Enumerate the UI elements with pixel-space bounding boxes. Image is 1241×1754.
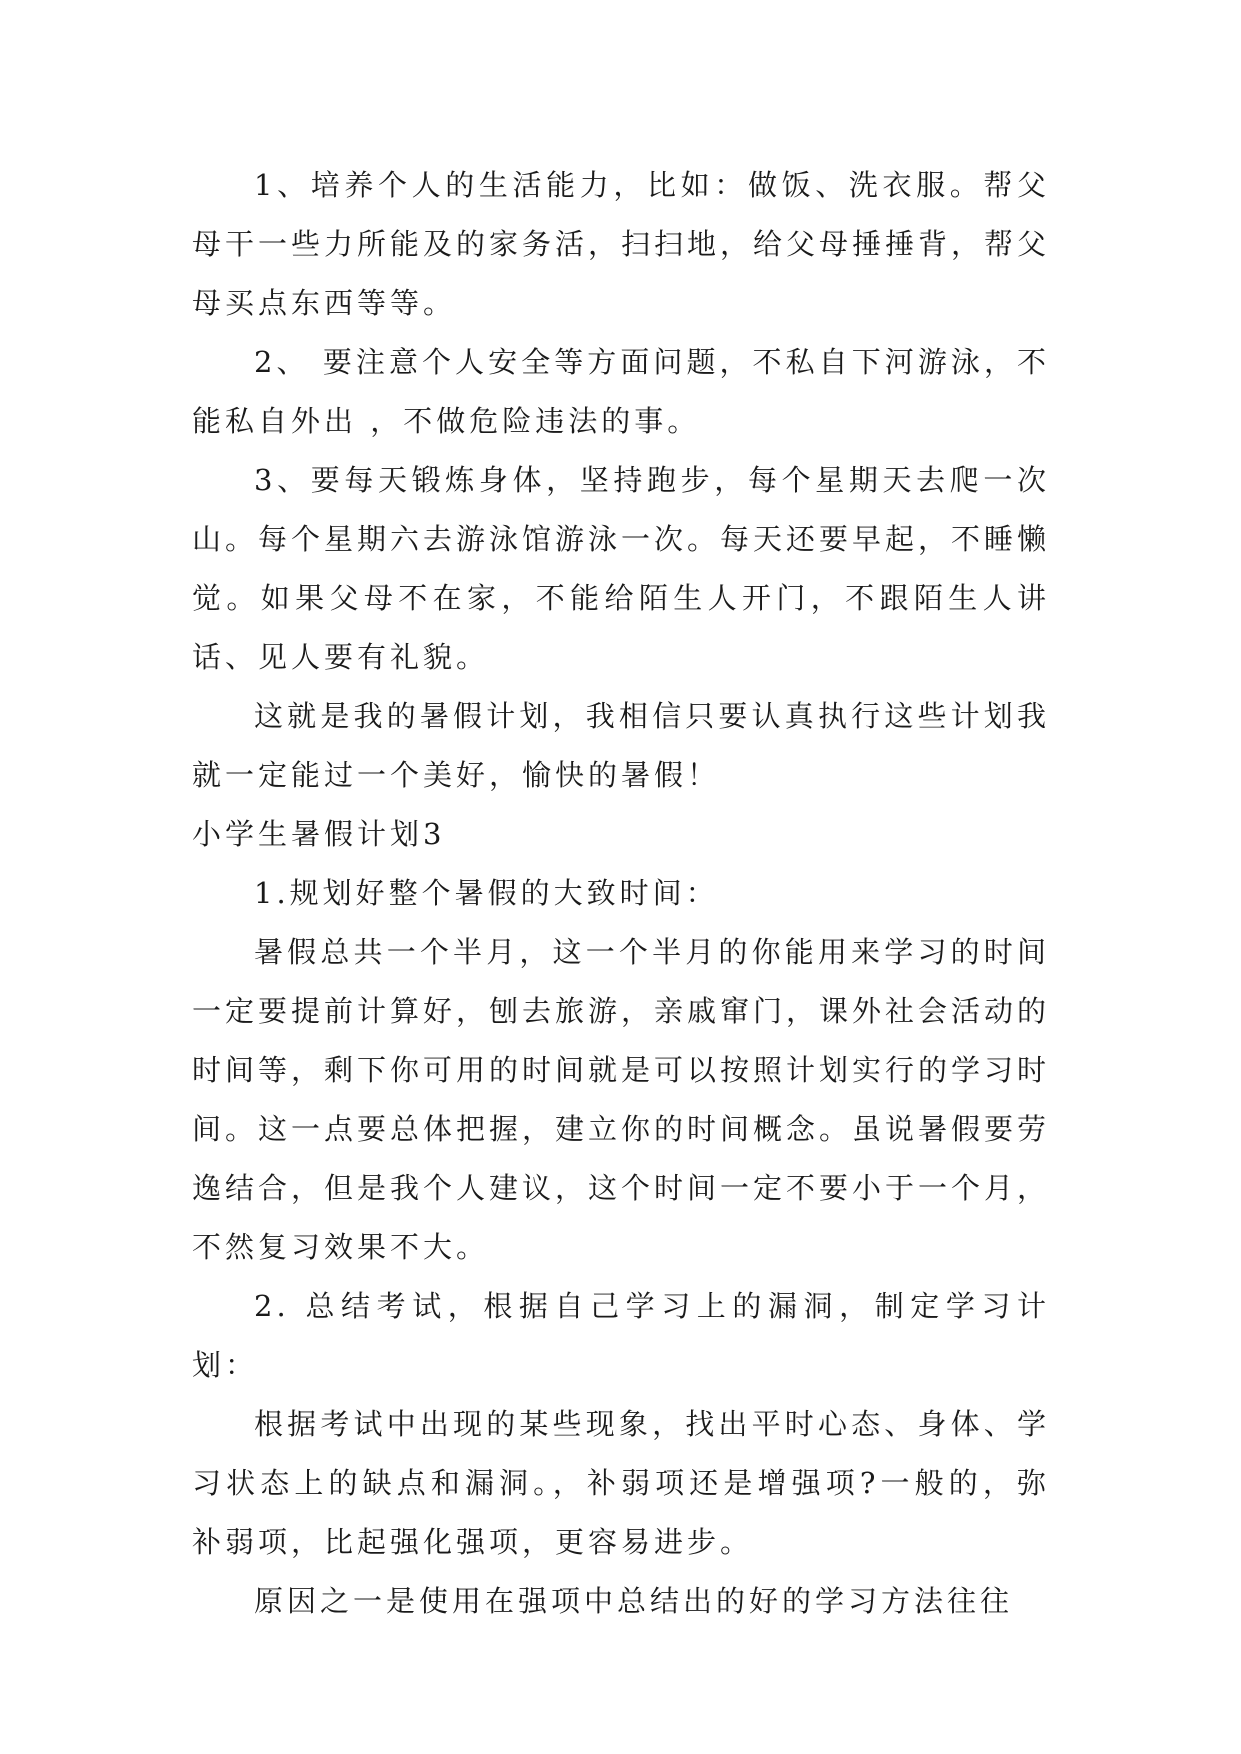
section-heading: 小学生暑假计划3 (192, 817, 446, 851)
paragraph-4: 这就是我的暑假计划，我相信只要认真执行这些计划我就一定能过一个美好，愉快的暑假！ (192, 699, 1050, 792)
paragraph-3: 3、要每天锻炼身体，坚持跑步，每个星期天去爬一次山。每个星期六去游泳馆游泳一次。每天还要早起，不睡懒觉。如果父母不在家，不能给陌生人开门，不跟陌生人讲话、见人要有礼貌。 (192, 463, 1051, 674)
paragraph-7: 2. 总结考试，根据自己学习上的漏洞，制定学习计划： (192, 1289, 1050, 1382)
paragraph-6: 暑假总共一个半月，这一个半月的你能用来学习的时间一定要提前计算好，刨去旅游，亲戚窜门，课外社会活动的时间等，剩下你可用的时间就是可以按照计划实行的学习时间。这一点要总体把握，建立你的时间概念。虽说暑假要劳逸结合，但是我个人建议，这个时间一定不要小于一个月，不然复习效果不大。 (192, 935, 1051, 1264)
document-body (192, 156, 1050, 1631)
paragraph-1: 1、培养个人的生活能力，比如：做饭、洗衣服。帮父母干一些力所能及的家务活，扫扫地，给父母捶捶背，帮父母买点东西等等。 (192, 168, 1051, 320)
paragraph-9: 原因之一是使用在强项中总结出的好的学习方法往往 (254, 1584, 1014, 1618)
paragraph-2: 2、 要注意个人安全等方面问题，不私自下河游泳，不能私自外出 ，不做危险违法的事。 (192, 345, 1050, 438)
paragraph-8: 根据考试中出现的某些现象，找出平时心态、身体、学习状态上的缺点和漏洞。，补弱项还是增强项?一般的，弥补弱项，比起强化强项，更容易进步。 (192, 1407, 1050, 1559)
paragraph-5: 1.规划好整个暑假的大致时间： (254, 876, 719, 910)
